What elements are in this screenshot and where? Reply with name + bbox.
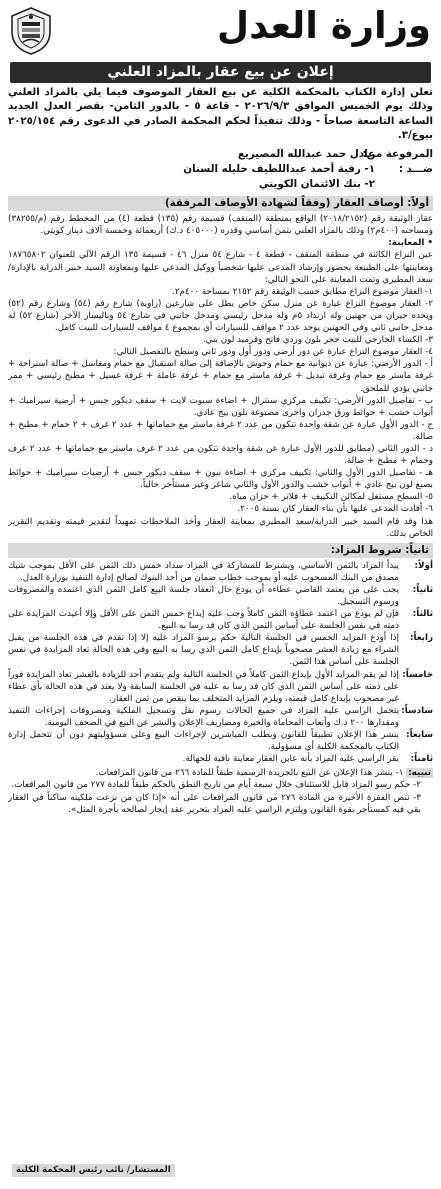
condition-5 — [8, 669, 433, 705]
plaintiff-name: عادل حمد عبدالله المصيريع — [237, 148, 375, 161]
note-2: ٢- حكم رسو المزاد قابل للاستئناف خلال سبعة أيام من تاريخ النطق بالحكم طبقاً للمادة ٢٧٧ من قانون المرافعات. — [11, 780, 421, 791]
header — [8, 6, 433, 62]
condition-5-label: خامساً: — [402, 669, 433, 680]
defendant-row-1 — [8, 162, 433, 177]
note-1-text: ١- ينشر هذا الإعلان عن البيع بالجريدة الرسمية طبقاً للمادة ٢٦٦ من قانون المرافعات. — [95, 768, 404, 779]
announcement-banner: إعلان عن بيع عقار بالمزاد العلني — [10, 62, 431, 83]
defendant-1-name: ١- رقية أحمد عبداللطيف حليله السنان — [183, 163, 375, 176]
plaintiff-row — [8, 147, 433, 162]
condition-4-text: إذا أودع المزايد الخمس في الجلسة التالية حكم برسو المزاد عليه إلا إذا تقدم في هذه الجلسة من يقبل الشراء مع زيادة العشر مصحوباً بإيداع كامل الثمن الذي رسا به البيع وفي هذه الحالة تعاد المزايدة في نفس الجلسة على أساس هذا الثمن. — [8, 633, 399, 668]
section-1-title: أولاً: أوصاف العقار (وفقاً لشهادة الأوصاف المرفقة) — [8, 196, 433, 211]
ministry-title: وزارة العدل — [217, 6, 431, 47]
footer — [8, 1163, 433, 1177]
expert-paragraph: هذا وقد قام السيد خبير الدراية/سعد المطيري بمعاينة العقار وأخذ الملاحظات تمهيداً لتقدير قيمته وتقديم التقرير الخاص بذلك. — [8, 516, 433, 539]
inspection-paragraph: عين النزاع الكائنة في منطقة المنقف - قطعة ٤ - شارع ٥٤ منزل ٤٦ - قسيمة ١٣٥ الرقم الآلي للعنوان ١٨٧٦٥٨٠٢ ومعاينتها على الطبيعة بحضور وإرشاد المدعى عليها شخصياً ووكيل المدعي عليها وبمعاونة السيد خبير الدراية بالإدارة/ سعد المطيري وتمت المعاينة على النحو التالي: — [8, 250, 433, 285]
inspection-item-1: ١- العقار موضوع النزاع مطابق حسب الوثيقة رقم ٢١٥٢ بمساحة ٤٠٠م٢. — [172, 286, 433, 297]
condition-2-label: ثانياً: — [412, 584, 433, 595]
inspection-item-4b: ب - تفاصيل الدور الأرضي: تكييف مركزي سنترال + اضاءة سبوت لايت + سقف ديكور جبس + أرضية سيراميك + أبواب خشب + حوائط ورق جدران واخرى مصبوغة بلون بيج عادي. — [8, 395, 433, 418]
defendant-2-name: ٢- بنك الائتمان الكويتي — [258, 178, 375, 191]
condition-7 — [8, 729, 433, 753]
condition-8-label: ثامناً: — [410, 754, 433, 765]
note-3: ٣- تنص الفقرة الأخيرة من المادة ٢٧٦ من قانون المرافعات على أنه «إذا كان من نزعت ملكيته ساكناً في العقار بقي فيه كمستأجر بقوة القانون ويلتزم الراسي عليه المزاد بتحرير عقد إيجار لصالحه بأجرة المثل». — [8, 792, 421, 815]
condition-4-label: رابعاً: — [409, 633, 433, 644]
condition-3-text: فإن لم يودع من اعتمد عطاؤه الثمن كاملاً وجب عليه إيداع خمس الثمن على الأقل وإلا أعيدت المزايدة على ذمته في نفس الجلسة على أساس الثمن الذي كان قد رسا به البيع. — [8, 609, 399, 632]
condition-4 — [8, 632, 433, 668]
blank-label — [375, 177, 433, 192]
inspection-item-4d: د - الدور الثاني (مطابق للدور الأول عبارة عن شقة واحدة تتكون من عدد ٢ غرف ماستر مع حماماتها + عدد ٢ غرف وحمام + مطبخ + صالة. — [8, 443, 433, 467]
announcement-page — [8, 6, 433, 1177]
condition-6-label: سادساً: — [401, 705, 433, 716]
condition-6 — [8, 705, 433, 729]
parties-block — [8, 147, 433, 192]
condition-8 — [8, 753, 433, 765]
condition-5-text: إذا لم يقم المزايد الأول بإيداع الثمن كاملاً في الجلسة التالية ولم يتقدم أحد للزيادة بالعشر تعاد المزايدة فوراً على ذمته على أساس الثمن الذي كان قد رسا به عليه في الجلسة السابقة ولا يعتد في هذه الحالة بأي عطاء غير مصحوب بإيداع كامل قيمته، ويلزم المزايد المتخلف بما ينقص من ثمن العقار. — [8, 669, 399, 704]
inspection-item-4c: ج - الدور الأول عبارة عن شقة واحدة تتكون من عدد ٢ غرفة ماستر مع حماماتها + عدد ٢ غرف + ٢ حمام + مطبخ + صالة. — [8, 419, 433, 442]
section-2-title: ثانياً: شروط المزاد: — [8, 543, 433, 558]
intro-paragraph: تعلن إدارة الكتاب بالمحكمة الكلية عن بيع العقار الموصوف فيما يلي بالمزاد العلني وذلك يوم الخميس الموافق ٢٠٢٦/٩/٣ - قاعة ٥ - بالدور الثامن- بقصر العدل الجديد الساعة التاسعة صباحاً - وذلك تنفيذاً لحكم المحكمة الصادر في الدعوى رقم ٢٠٢٥/١٥٤ بيوع/٣. — [8, 87, 433, 141]
condition-3 — [8, 608, 433, 632]
against-label: ضـــد : — [398, 163, 433, 176]
property-paragraph: عقار الوثيقة رقم (٢٠١٨/٢١٥٢) الواقع بمنطقة (المنقف) قسيمة رقم (١٣٥) قطعة (٤) من المخطط رقم (م/٣٨٢٥٥) ومساحته (٤٠٠م٢) وذلك بالمزاد العلني بثمن أساسي وقدره (٤٠٥٠٠٠ د.ك) أربعمائة وخمسة آلاف دينار كويتي. — [8, 214, 433, 237]
inspection-item-4e: هـ - تفاصيل الدور الأول والثاني: تكييف مركزي + اضاءة نيون + سقف ديكور جبس + أرضيات سيراميك + حوائط بصبغ لون بيج عادي + أبواب خشب والدور الأول والثاني شاغر وغير مستأجر حالياً. — [8, 468, 433, 491]
inspection-item-6: ٦- أفادت المدعى عليها بأن بناء العقار كان بسنة ٢٠٠٥. — [237, 504, 433, 515]
condition-2-text: يجب على من يعتمد القاضي عطاءه أن يودع حال انعقاد جلسة البيع كامل الثمن الذي اعتمده والمصروفات ورسوم التسجيل. — [8, 584, 399, 607]
plaintiff-label: المرفوعة من: — [362, 148, 433, 161]
condition-1-label: أولاً: — [414, 560, 433, 571]
inspection-item-3: ٣- الكساء الخارجي للبيت حجر بلون وردي فاتح وقرميد لون بني. — [202, 335, 433, 346]
inspection-item-5: ٥- السطح مستغل لمكائن التكييف + فلاتر + خزان مياه. — [229, 492, 433, 503]
inspection-item-4a: أ - الدور الأرضي: عبارة عن ديوانية مع حمام وحوش بالإضافة إلى صالة استقبال مع حمام ومغاسل + صالة استراحة + غرفة ماستر مع حمام وغرفة تبديل + غرفة ماستر مع حمام + غرفة عاملة + غرفة غسيل + مطبخ رئيسي + ممر جانبي يؤدي للملحق. — [8, 359, 433, 394]
condition-3-label: ثالثاً: — [412, 609, 433, 620]
condition-1-text: يبدأ المزاد بالثمن الأساسي، ويشترط للمشاركة في المزاد سداد خمس ذلك الثمن على الأقل بموجب شيك مصدق من البنك المسحوب عليه أو بموجب خطاب ضمان من أحد البنوك لصالح إدارة التنفيذ بوزارة العدل. — [8, 560, 399, 583]
notes-label: تنبيه: — [408, 768, 431, 779]
condition-8-text: يقر الراسي عليه المزاد بأنه عاين العقار معاينة نافية للجهالة. — [182, 754, 399, 765]
condition-7-text: ينشر هذا الإعلان تطبيقاً للقانون وبطلب المباشرين لإجراءات البيع وعلى مسؤوليتهم دون أن تتحمل إدارة الكتاب بالمحكمة الكلية أي مسؤولية. — [8, 730, 399, 753]
defendant-row-2 — [8, 177, 433, 192]
inspection-label: • المعاينة: — [388, 238, 433, 249]
note-1 — [8, 767, 433, 779]
inspection-item-4: ٤- العقار موضوع النزاع عبارة عن دور أرضي ودور أول ودور ثاني وسطح بالتفصيل التالي: — [113, 347, 433, 358]
signature: المستشار/ نائب رئيس المحكمة الكلية — [12, 1164, 175, 1177]
kuwait-emblem-icon — [8, 6, 54, 56]
condition-6-text: يتحمل الراسي عليه المزاد في جميع الحالات رسوم نقل وتسجيل الملكية ومصروفات إجراءات التنفيذ ومقدارها ٢٠٠ د.ك وأتعاب المحاماة والخبرة ومصاريف الإعلان والنشر عن البيع في الصحف اليومية. — [8, 705, 399, 728]
condition-7-label: سابعاً: — [406, 730, 433, 741]
condition-1 — [8, 560, 433, 584]
inspection-item-2: ٢- العقار موضوع النزاع عبارة عن منزل سكن خاص يطل على شارعين (زاوية) شارع رقم (٥٤) وشارع رقم (٥٢) ويحده جيران من جهتين وله ارتداد ٥م وله مدخل رئيسي ومدخل جانبي في شارع ٥٤ وباليسار الآخر (شارع ٥٢) له مدخل جانبي ثاني وفي الجهتين يوجد عدد ٢ مواقف للسيارات أي بمجموع ٤ مواقف للسيارات للبيت كامل. — [8, 298, 433, 334]
condition-2 — [8, 584, 433, 608]
